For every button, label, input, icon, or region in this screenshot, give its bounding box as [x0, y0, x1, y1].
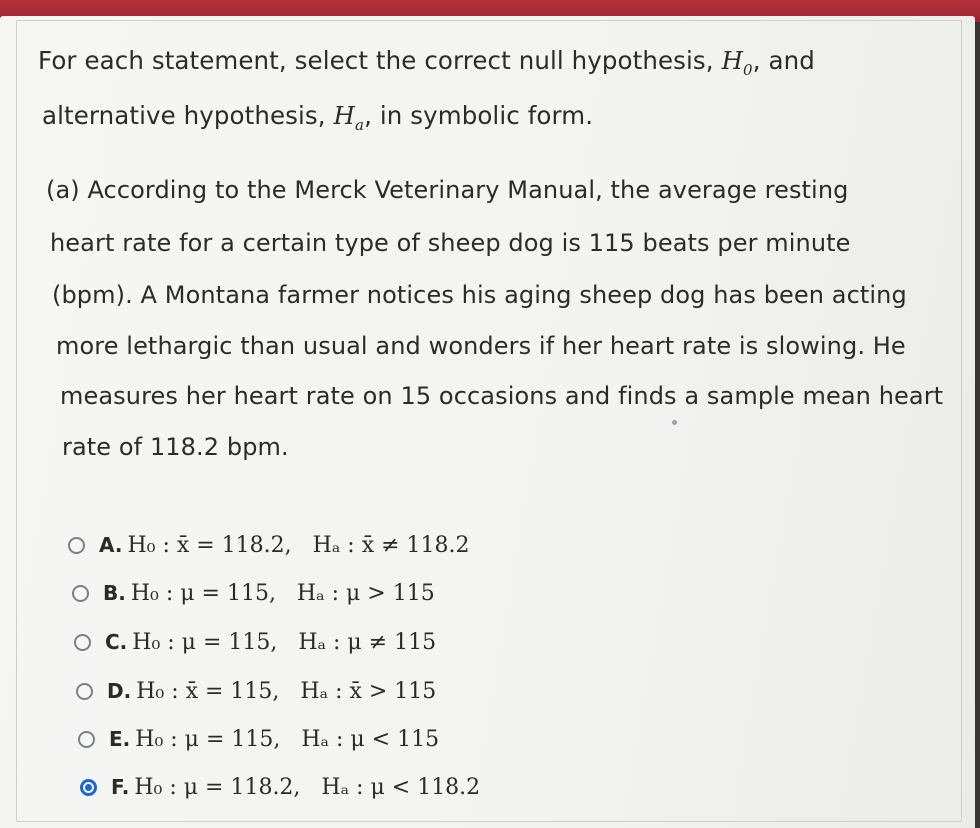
- radio-button-selected[interactable]: [80, 779, 97, 796]
- option-e[interactable]: E. H₀ : μ = 115, Hₐ : μ < 115: [78, 722, 439, 756]
- question-line: more lethargic than usual and wonders if her heart rate is slowing. He: [56, 332, 906, 360]
- radio-button[interactable]: [74, 634, 91, 651]
- radio-button[interactable]: [72, 585, 89, 602]
- question-line: heart rate for a certain type of sheep dog is 115 beats per minute: [50, 229, 851, 257]
- option-d[interactable]: D. H₀ : x̄ = 115, Hₐ : x̄ > 115: [76, 674, 436, 708]
- option-a[interactable]: A. H₀ : x̄ = 118.2, Hₐ : x̄ ≠ 118.2: [68, 528, 470, 562]
- question-line: measures her heart rate on 15 occasions and finds a sample mean heart: [60, 382, 944, 410]
- instruction-line-2: alternative hypothesis, $H_a$, in symbolic form.: [42, 101, 594, 134]
- question-line: rate of 118.2 bpm.: [62, 433, 289, 461]
- radio-button[interactable]: [68, 537, 85, 554]
- option-c[interactable]: C. H₀ : μ = 115, Hₐ : μ ≠ 115: [74, 625, 436, 659]
- option-f[interactable]: F. H₀ : μ = 118.2, Hₐ : μ < 118.2: [80, 770, 480, 804]
- radio-button[interactable]: [78, 731, 95, 748]
- radio-button[interactable]: [76, 683, 93, 700]
- option-b[interactable]: B. H₀ : μ = 115, Hₐ : μ > 115: [72, 576, 435, 610]
- instruction-text: For each statement, select the correct null hypothesis,: [38, 46, 722, 75]
- instruction-line-1: For each statement, select the correct null hypothesis, $H_0$, and: [38, 46, 815, 79]
- instruction-text: alternative hypothesis,: [42, 101, 334, 130]
- question-line: (bpm). A Montana farmer notices his aging sheep dog has been acting: [52, 281, 907, 309]
- question-line: (a) According to the Merck Veterinary Manual, the average resting: [46, 176, 849, 204]
- null-hypothesis-symbol: $H_0$: [721, 46, 753, 79]
- alternative-hypothesis-symbol: $H_a$: [333, 101, 365, 134]
- stray-dot: [672, 420, 677, 425]
